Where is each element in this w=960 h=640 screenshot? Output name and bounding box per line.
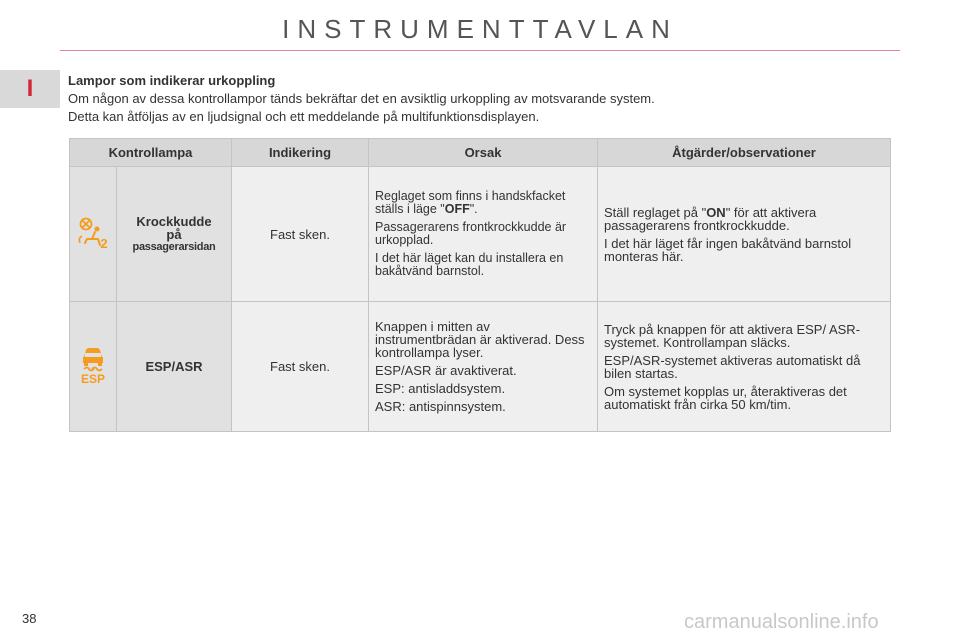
intro-section bbox=[68, 72, 898, 126]
col-header-action: Åtgärder/observationer bbox=[598, 139, 891, 167]
lamp-icon-cell bbox=[70, 302, 117, 432]
action-text-2: ESP/ASR-systemet aktiveras automatiskt då bilen startas. bbox=[604, 352, 861, 381]
lamp-name-cell bbox=[117, 167, 232, 302]
cause-text-1 bbox=[375, 190, 591, 216]
warning-lamp-table bbox=[69, 138, 891, 432]
action-text-1-c: " för att aktivera passagerarens frontkrockkudde. bbox=[604, 204, 817, 233]
title-divider bbox=[60, 50, 900, 51]
intro-heading: Lampor som indikerar urkoppling bbox=[68, 73, 276, 88]
action-text-1 bbox=[604, 206, 884, 232]
lamp-name-line-2: på bbox=[166, 226, 182, 242]
table-row bbox=[70, 302, 891, 432]
cause-text-1-a: Reglaget som finns i handskfacket ställs i läge " bbox=[375, 189, 566, 216]
esp-off-icon bbox=[76, 373, 110, 388]
page-number: 38 bbox=[22, 611, 37, 626]
cause-text-1-c: ". bbox=[469, 202, 478, 216]
action-text-1: Tryck på knappen för att aktivera ESP/ ASR-systemet. Kontrollampan släcks. bbox=[604, 321, 861, 350]
action-text-3: Om systemet kopplas ur, återaktiveras det automatiskt från cirka 50 km/tim. bbox=[604, 383, 847, 412]
cause-text-1-off: OFF bbox=[444, 202, 470, 216]
col-header-cause: Orsak bbox=[369, 139, 598, 167]
intro-line-1: Om någon av dessa kontrollampor tänds bekräftar det en avsiktlig urkoppling av motsvarande system. bbox=[68, 91, 655, 106]
cause-cell bbox=[369, 167, 598, 302]
cause-text-2: ESP/ASR är avaktiverat. bbox=[375, 363, 517, 378]
indication-cell: Fast sken. bbox=[232, 302, 369, 432]
indication-cell: Fast sken. bbox=[232, 167, 369, 302]
lamp-name-line-3: passagerarsidan bbox=[132, 240, 216, 253]
table-row bbox=[70, 167, 891, 302]
lamp-name: Krockkudde bbox=[136, 213, 212, 229]
cause-text-3: I det här läget kan du installera en bakåtvänd barnstol. bbox=[375, 251, 564, 278]
watermark-text: carmanualsonline.info bbox=[684, 611, 879, 633]
lamp-name-cell bbox=[117, 302, 232, 432]
page-title: INSTRUMENTTAVLAN bbox=[282, 14, 678, 44]
col-header-lamp: Kontrollampa bbox=[70, 139, 232, 167]
lamp-name: ESP/ASR bbox=[145, 359, 203, 374]
action-cell bbox=[598, 302, 891, 432]
table-header-row bbox=[70, 139, 891, 167]
action-text-2: I det här läget får ingen bakåtvänd barnstol monteras här. bbox=[604, 235, 852, 264]
action-cell bbox=[598, 167, 891, 302]
esp-icon-label: ESP bbox=[80, 372, 106, 385]
cause-text-3: ESP: antisladdsystem. bbox=[375, 381, 506, 396]
action-text-1-on: ON bbox=[706, 204, 726, 220]
col-header-indication: Indikering bbox=[232, 139, 369, 167]
intro-line-2: Detta kan åtföljas av en ljudsignal och ett meddelande på multifunktionsdisplayen. bbox=[68, 109, 540, 124]
svg-text:2: 2 bbox=[100, 235, 108, 250]
action-text-1-a: Ställ reglaget på " bbox=[604, 204, 707, 220]
cause-text-4: ASR: antispinnsystem. bbox=[375, 399, 506, 414]
cause-text-2: Passagerarens frontkrockkudde är urkopplad. bbox=[375, 220, 567, 247]
lamp-icon-cell bbox=[70, 167, 117, 302]
cause-cell bbox=[369, 302, 598, 432]
chapter-letter: I bbox=[26, 75, 34, 102]
cause-text-1: Knappen i mitten av instrumentbrädan är aktiverad. Dess kontrollampa lyser. bbox=[375, 319, 585, 360]
airbag-off-icon bbox=[76, 235, 110, 253]
chapter-tab[interactable] bbox=[0, 70, 60, 108]
